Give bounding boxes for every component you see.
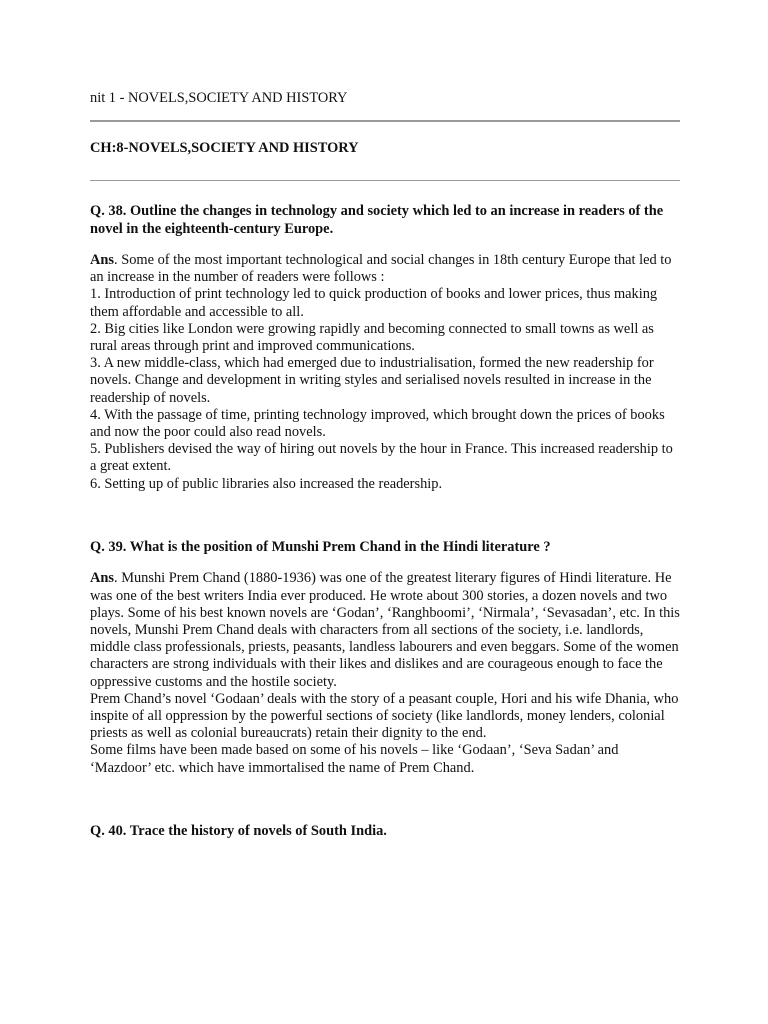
answer-38-point: 2. Big cities like London were growing rapidly and becoming connected to small towns as well as rural areas through print and improved communications.	[90, 320, 654, 355]
question-39: Q. 39. What is the position of Munshi Prem Chand in the Hindi literature ?	[90, 538, 551, 555]
question-38: Q. 38. Outline the changes in technology and society which led to an increase in readers of the novel in the eighteenth-century Europe.	[90, 203, 664, 237]
header-divider	[90, 120, 680, 122]
answer-39-paragraph	[90, 570, 680, 690]
answer-38-point: 1. Introduction of print technology led to quick production of books and lower prices, thus making them affordable and accessible to all.	[90, 286, 658, 320]
answer-label: Ans	[90, 252, 114, 268]
answer-label: Ans	[90, 570, 114, 587]
answer-text: . Some of the most important technological and social changes in 18th century Europe that led to an increase in the number of readers were follows :	[90, 252, 672, 286]
chapter-title: CH:8-NOVELS,SOCIETY AND HISTORY	[90, 140, 359, 156]
answer-38	[90, 252, 680, 493]
answer-39	[90, 570, 680, 776]
answer-39-paragraph: Some films have been made based on some of his novels – like ‘Godaan’, ‘Seva Sadan’ and ‘Mazdoor’ etc. which have immortalised the name of Prem Chand.	[90, 742, 619, 776]
question-40: Q. 40. Trace the history of novels of South India.	[90, 822, 387, 839]
answer-38-point: 4. With the passage of time, printing technology improved, which brought down the prices of books and now the poor could also read novels.	[90, 406, 665, 441]
answer-38-intro	[90, 252, 680, 286]
chapter-divider	[90, 180, 680, 181]
answer-38-point: 6. Setting up of public libraries also increased the readership.	[90, 475, 443, 492]
answer-38-point: 5. Publishers devised the way of hiring out novels by the hour in France. This increased readership to a great extent.	[90, 441, 673, 475]
running-header: nit 1 - NOVELS,SOCIETY AND HISTORY	[90, 90, 348, 106]
answer-38-point: 3. A new middle-class, which had emerged due to industrialisation, formed the new readership for novels. Change and development in writing styles and serialised novels resulted in increase in the readership of novels.	[90, 355, 654, 406]
answer-text: . Munshi Prem Chand (1880-1936) was one of the greatest literary figures of Hindi literature. He was one of the best writers India ever produced. He wrote about 300 stories, a dozen novels and two plays. Some of his best known novels are ‘Godan’, ‘Ranghboomi’, ‘Nirmala’, ‘Sevasadan’, etc. In this novels, Munshi Prem Chand deals with characters from all sections of the society, i.e. landlords, middle class professionals, priests, peasants, landless labourers and even beggars. Some of the women characters are strong individuals with their likes and dislikes and are courageous enough to face the oppressive customs and the hostile society.	[90, 570, 680, 690]
answer-39-paragraph: Prem Chand’s novel ‘Godaan’ deals with the story of a peasant couple, Hori and his wife Dhania, who inspite of all oppression by the powerful sections of society (like landlords, money lenders, colonial priests as well as colonial bureaucrats) retain their dignity to the end.	[90, 690, 679, 742]
document-body	[90, 88, 680, 840]
